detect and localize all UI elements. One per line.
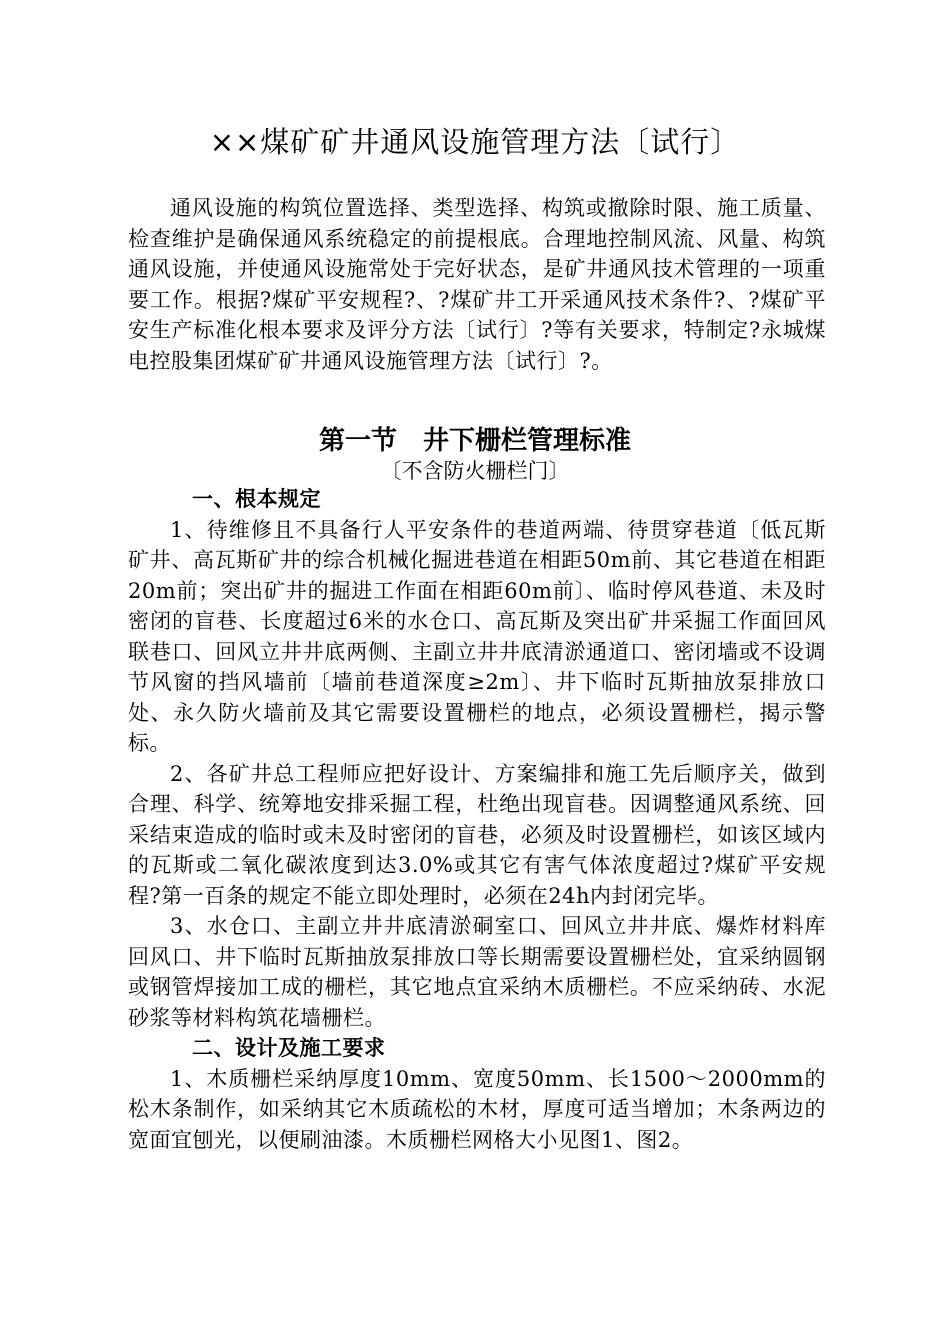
intro-block [128,193,826,376]
part1-item-1: 1、待维修且不具备行人平安条件的巷道两端、待贯穿巷道〔低瓦斯矿井、高瓦斯矿井的综合机械化掘进巷道在相距50m前、其它巷道在相距20m前；突出矿井的掘进工作面在相距60m前〕、临时停风巷道、未及时密闭的盲巷、长度超过6米的水仓口、高瓦斯及突出矿井采掘工作面回风联巷口、回风立井井底两侧、主副立井井底清淤通道口、密闭墙或不设调节风窗的挡风墙前〔墙前巷道深度≥2m〕、井下临时瓦斯抽放泵排放口处、永久防火墙前及其它需要设置栅栏的地点，必须设置栅栏，揭示警标。 [128,517,826,755]
section-body [128,484,826,1155]
section-title: 第一节 井下栅栏管理标准 [318,426,631,456]
part1-item-3: 3、水仓口、主副立井井底清淤硐室口、回风立井井底、爆炸材料库回风口、井下临时瓦斯抽放泵排放口等长期需要设置栅栏处，宜采纳圆钢或钢管焊接加工成的栅栏，其它地点宜采纳木质栅栏。不应采纳砖、水泥砂浆等材料构筑花墙栅栏。 [128,914,826,1030]
part1-heading: 一、根本规定 [192,487,321,511]
part2-item-1: 1、木质栅栏采纳厚度10mm、宽度50mm、长1500～2000mm的松木条制作，如采纳其它木质疏松的木材，厚度可适当增加；木条两边的宽面宜刨光，以便刷油漆。木质栅栏网格大小见图1、图2。 [128,1066,826,1152]
section-subtitle: 〔不含防火栅栏门〕 [380,459,570,483]
part2-heading: 二、设计及施工要求 [192,1036,386,1060]
document-title: ××煤矿矿井通风设施管理方法〔试行〕 [209,125,741,159]
part1-item-2: 2、各矿井总工程师应把好设计、方案编排和施工先后顺序关，做到合理、科学、统筹地安排采掘工程，杜绝出现盲巷。因调整通风系统、回采结束造成的临时或未及时密闭的盲巷，必须及时设置栅栏，如该区域内的瓦斯或二氧化碳浓度到达3.0%或其它有害气体浓度超过?煤矿平安规程?第一百条的规定不能立即处理时，必须在24h内封闭完毕。 [128,761,826,908]
intro-paragraph: 通风设施的构筑位置选择、类型选择、构筑或撤除时限、施工质量、检查维护是确保通风系统稳定的前提根底。合理地控制风流、风量、构筑通风设施，并使通风设施常处于完好状态，是矿井通风技术管理的一项重要工作。根据?煤矿平安规程?、?煤矿井工开采通风技术条件?、?煤矿平安生产标准化根本要求及评分方法〔试行〕?等有关要求，特制定?永城煤电控股集团煤矿矿井通风设施管理方法〔试行〕?。 [128,196,826,373]
